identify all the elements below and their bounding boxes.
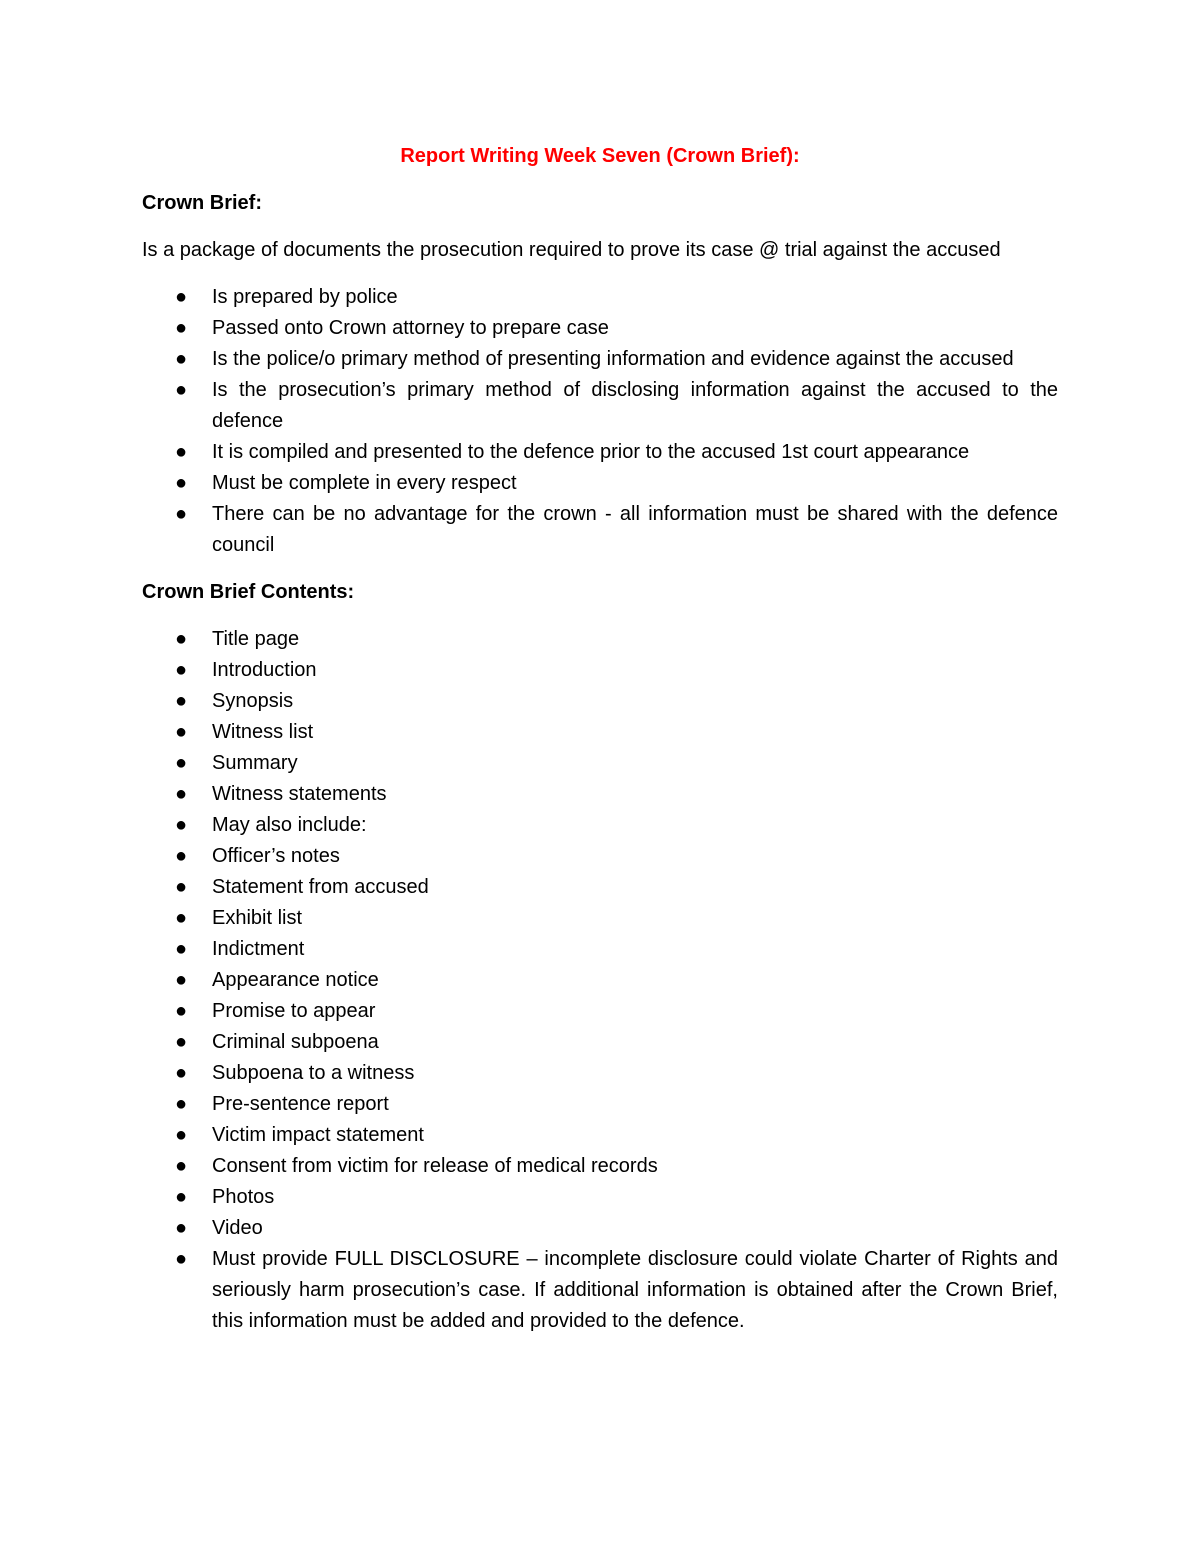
bullet-icon: ● <box>175 348 188 370</box>
bullet-icon: ● <box>175 1155 188 1177</box>
bullet-icon: ● <box>175 752 188 774</box>
list-item: ● Consent from victim for release of medical records <box>142 1151 1058 1182</box>
bullet-icon: ● <box>175 1000 188 1022</box>
bullet-icon: ● <box>175 317 188 339</box>
crown-brief-contents-list <box>142 624 1058 1337</box>
bullet-icon: ● <box>175 1031 188 1053</box>
list-item: ● Appearance notice <box>142 965 1058 996</box>
list-item: ● Introduction <box>142 655 1058 686</box>
section-heading-contents: Crown Brief Contents: <box>142 581 355 603</box>
list-item: ● Photos <box>142 1182 1058 1213</box>
list-item: ● May also include: <box>142 810 1058 841</box>
bullet-icon: ● <box>175 379 188 401</box>
bullet-icon: ● <box>175 876 188 898</box>
document-body <box>142 141 1058 1353</box>
list-item: ● Must be complete in every respect <box>142 468 1058 499</box>
list-item: ● Exhibit list <box>142 903 1058 934</box>
list-item: ● Promise to appear <box>142 996 1058 1027</box>
intro-paragraph: Is a package of documents the prosecution required to prove its case @ trial against the accused <box>142 239 1001 261</box>
list-item: ● Must provide FULL DISCLOSURE – incomplete disclosure could violate Charter of Rights and seriously harm prosecution’s case. If additional information is obtained after the Crown Brief, this information must be added and provided to the defence. <box>142 1244 1058 1337</box>
bullet-icon: ● <box>175 441 188 463</box>
bullet-icon: ● <box>175 1248 188 1270</box>
bullet-icon: ● <box>175 503 188 525</box>
list-item: ● Is the police/o primary method of presenting information and evidence against the accused <box>142 344 1058 375</box>
crown-brief-list <box>142 282 1058 561</box>
bullet-icon: ● <box>175 969 188 991</box>
list-item: ● Indictment <box>142 934 1058 965</box>
bullet-icon: ● <box>175 845 188 867</box>
list-item: ● Witness list <box>142 717 1058 748</box>
list-item: ● Pre-sentence report <box>142 1089 1058 1120</box>
list-item: ● Statement from accused <box>142 872 1058 903</box>
list-item: ● Witness statements <box>142 779 1058 810</box>
list-item: ● Is prepared by police <box>142 282 1058 313</box>
section-heading-crown-brief: Crown Brief: <box>142 192 262 214</box>
list-item: ● Criminal subpoena <box>142 1027 1058 1058</box>
bullet-icon: ● <box>175 1186 188 1208</box>
list-item: ● Passed onto Crown attorney to prepare case <box>142 313 1058 344</box>
bullet-icon: ● <box>175 907 188 929</box>
bullet-icon: ● <box>175 286 188 308</box>
bullet-icon: ● <box>175 783 188 805</box>
list-item: ● Is the prosecution’s primary method of disclosing information against the accused to the defence <box>142 375 1058 437</box>
list-item: ● There can be no advantage for the crown - all information must be shared with the defence council <box>142 499 1058 561</box>
bullet-icon: ● <box>175 1124 188 1146</box>
bullet-icon: ● <box>175 1093 188 1115</box>
list-item: ● Officer’s notes <box>142 841 1058 872</box>
bullet-icon: ● <box>175 1062 188 1084</box>
bullet-icon: ● <box>175 659 188 681</box>
list-item: ● Synopsis <box>142 686 1058 717</box>
bullet-icon: ● <box>175 472 188 494</box>
bullet-icon: ● <box>175 938 188 960</box>
bullet-icon: ● <box>175 1217 188 1239</box>
list-item: ● Subpoena to a witness <box>142 1058 1058 1089</box>
page-title: Report Writing Week Seven (Crown Brief): <box>400 145 800 167</box>
list-item: ● Title page <box>142 624 1058 655</box>
bullet-icon: ● <box>175 628 188 650</box>
list-item: ● Video <box>142 1213 1058 1244</box>
list-item: ● Summary <box>142 748 1058 779</box>
list-item: ● It is compiled and presented to the defence prior to the accused 1st court appearance <box>142 437 1058 468</box>
bullet-icon: ● <box>175 721 188 743</box>
bullet-icon: ● <box>175 814 188 836</box>
list-item: ● Victim impact statement <box>142 1120 1058 1151</box>
bullet-icon: ● <box>175 690 188 712</box>
